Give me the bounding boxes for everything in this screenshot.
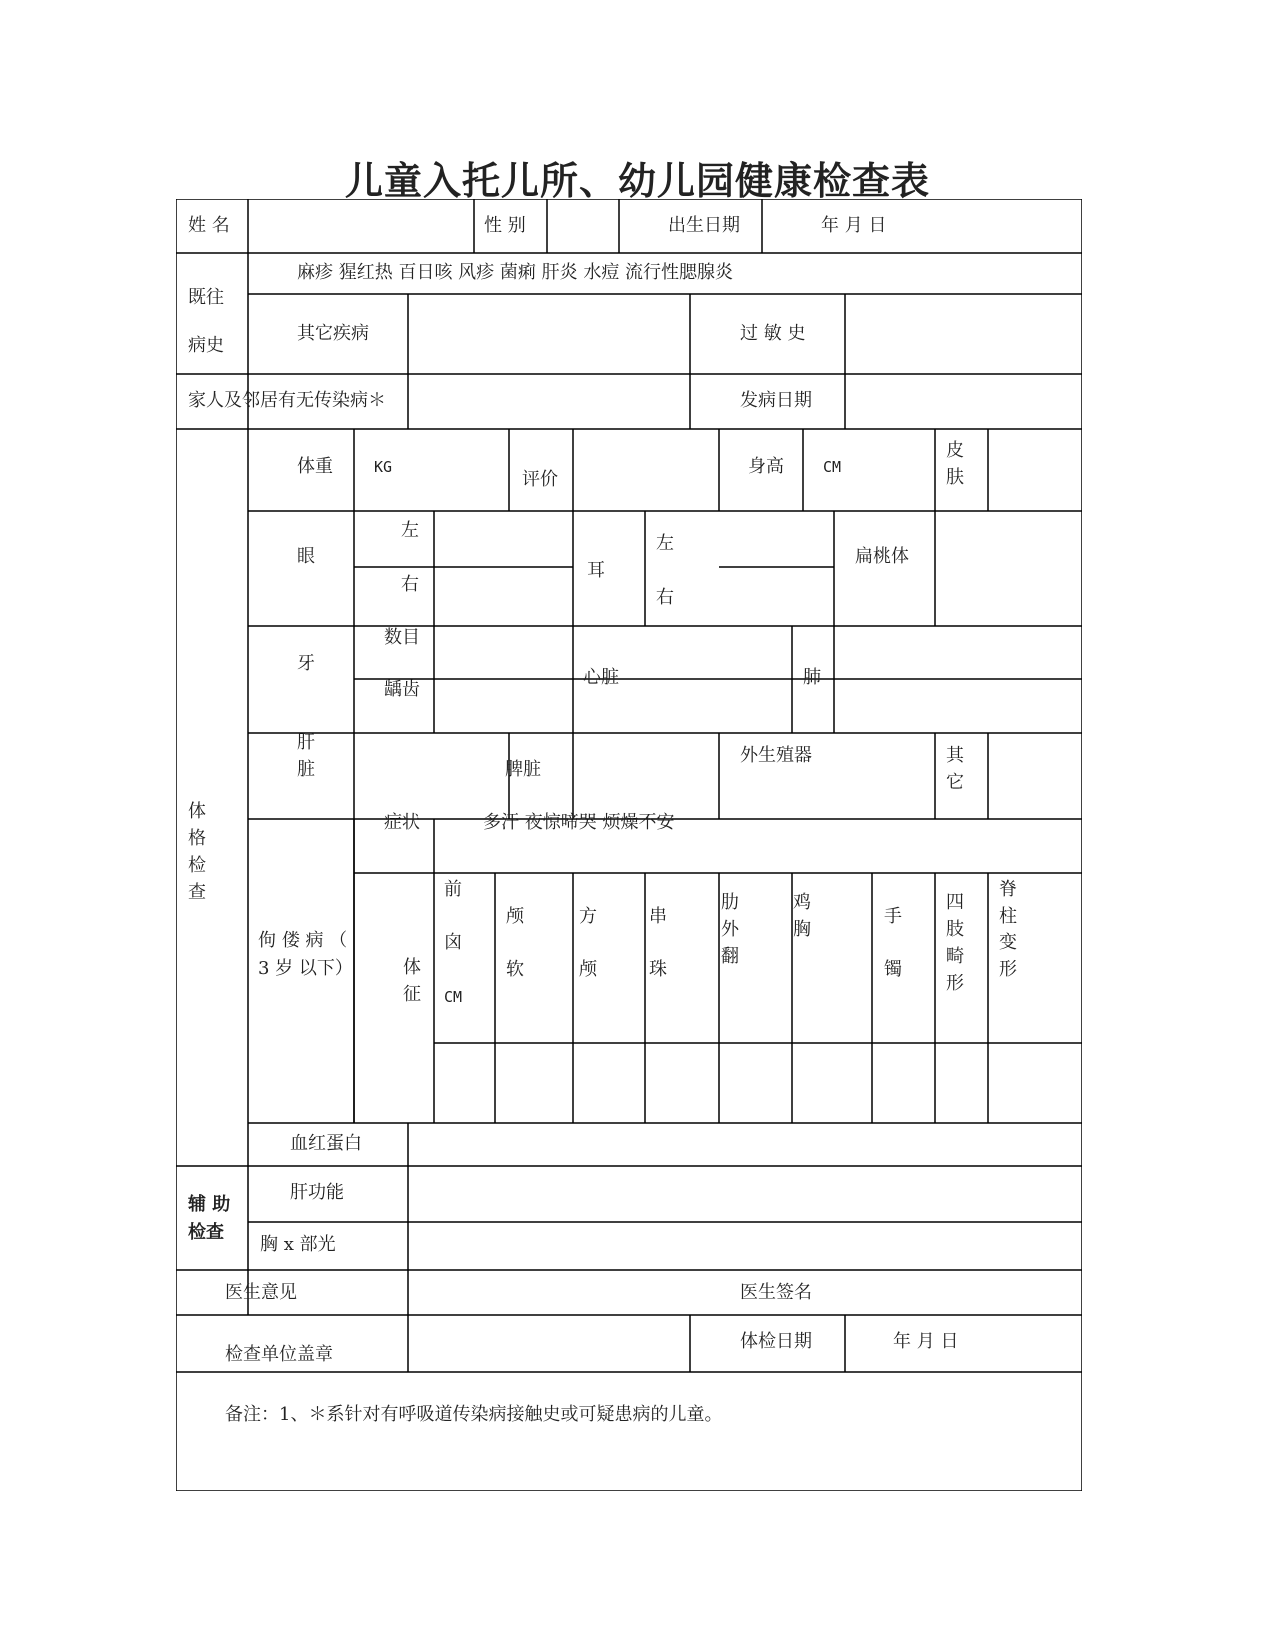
name-label: 姓 名 xyxy=(188,215,230,236)
form-title: 儿童入托儿所、幼儿园健康检查表 xyxy=(344,158,930,203)
doctor-opinion-label: 医生意见 xyxy=(225,1282,297,1303)
auxiliary-exam-label: 辅 助 检查 xyxy=(188,1194,231,1243)
weight-label: 体重 xyxy=(297,456,333,477)
ear-label: 耳 xyxy=(587,560,605,581)
sign-pigeon-chest-1: 鸡 xyxy=(793,892,811,913)
ear-right-label: 右 xyxy=(656,587,674,608)
sign-beads-1: 串 xyxy=(649,906,667,927)
history-label-2: 病史 xyxy=(188,335,224,356)
caries-label: 龋齿 xyxy=(384,679,420,700)
onset-date-label: 发病日期 xyxy=(740,390,812,411)
physical-exam-char-3: 检 xyxy=(188,855,206,876)
exam-date-value: 年 月 日 xyxy=(893,1331,959,1352)
birth-date-value: 年 月 日 xyxy=(821,215,887,236)
sign-fontanelle-2: 囟 xyxy=(444,932,462,953)
unit-stamp-label: 检查单位盖章 xyxy=(225,1344,333,1365)
other-label-2: 它 xyxy=(946,772,964,793)
skin-label-2: 肤 xyxy=(946,467,964,488)
sign-spine-deform-1: 脊 xyxy=(999,879,1017,900)
exam-date-label: 体检日期 xyxy=(740,1331,812,1352)
history-label-1: 既往 xyxy=(188,287,224,308)
form-note: 备注：1、＊系针对有呼吸道传染病接触史或可疑患病的儿童。 xyxy=(225,1404,723,1425)
signs-label-2: 征 xyxy=(403,984,421,1005)
skin-label-1: 皮 xyxy=(946,440,964,461)
sign-rib-flare-2: 外 xyxy=(721,919,739,940)
weight-unit: KG xyxy=(374,458,393,476)
sign-fontanelle-1: 前 xyxy=(444,879,462,900)
family-infection-label: 家人及邻居有无传染病＊ xyxy=(188,390,386,411)
birth-date-label: 出生日期 xyxy=(668,215,740,236)
sign-square-skull-2: 颅 xyxy=(579,959,597,980)
sign-rib-flare-3: 翻 xyxy=(721,946,739,967)
spleen-label: 脾脏 xyxy=(505,759,541,780)
physical-exam-char-4: 查 xyxy=(188,882,206,903)
teeth-label: 牙 xyxy=(297,653,315,674)
sign-rib-flare-1: 肋 xyxy=(721,892,739,913)
symptom-list: 多汗 夜惊啼哭 烦燥不安 xyxy=(483,812,675,833)
genitalia-label: 外生殖器 xyxy=(740,745,812,766)
height-unit: CM xyxy=(823,458,842,476)
height-label: 身高 xyxy=(748,456,784,477)
rickets-label: 佝 偻 病 （ 3 岁 以下） xyxy=(258,930,353,979)
sign-spine-deform-3: 变 xyxy=(999,932,1017,953)
sign-limb-deform-3: 畸 xyxy=(946,946,964,967)
past-diseases-list: 麻疹 猩红热 百日咳 风疹 菌痢 肝炎 水痘 流行性腮腺炎 xyxy=(297,262,734,283)
sign-limb-deform-4: 形 xyxy=(946,973,964,994)
physical-exam-char-2: 格 xyxy=(188,828,206,849)
sign-skull-soft-2: 软 xyxy=(506,959,524,980)
sign-pigeon-chest-2: 胸 xyxy=(793,919,811,940)
lung-label: 肺 xyxy=(803,667,821,688)
sign-spine-deform-2: 柱 xyxy=(999,906,1017,927)
sign-spine-deform-4: 形 xyxy=(999,959,1017,980)
symptom-label: 症状 xyxy=(384,812,420,833)
teeth-count-label: 数目 xyxy=(384,627,420,648)
sign-bracelet-2: 镯 xyxy=(884,959,902,980)
doctor-signature-label: 医生签名 xyxy=(740,1282,812,1303)
physical-exam-char-1: 体 xyxy=(188,801,206,822)
heart-label: 心脏 xyxy=(583,667,619,688)
eye-label: 眼 xyxy=(297,546,315,567)
hemoglobin-label: 血红蛋白 xyxy=(290,1133,362,1154)
ear-left-label: 左 xyxy=(656,533,674,554)
other-label-1: 其 xyxy=(946,745,964,766)
chest-xray-label: 胸 x 部光 xyxy=(260,1234,336,1255)
eye-right-label: 右 xyxy=(401,574,419,595)
sign-skull-soft-1: 颅 xyxy=(506,906,524,927)
allergy-label: 过 敏 史 xyxy=(740,323,806,344)
eye-left-label: 左 xyxy=(401,520,419,541)
sign-beads-2: 珠 xyxy=(649,959,667,980)
other-disease-label: 其它疾病 xyxy=(297,323,369,344)
liver-function-label: 肝功能 xyxy=(290,1182,344,1203)
sign-bracelet-1: 手 xyxy=(884,906,902,927)
sign-limb-deform-2: 肢 xyxy=(946,919,964,940)
gender-label: 性 别 xyxy=(484,215,526,236)
evaluation-label: 评价 xyxy=(522,469,558,490)
tonsil-label: 扁桃体 xyxy=(855,546,909,567)
signs-label-1: 体 xyxy=(403,957,421,978)
liver-label-1: 肝 xyxy=(297,732,315,753)
liver-label-2: 脏 xyxy=(297,759,315,780)
sign-square-skull-1: 方 xyxy=(579,906,597,927)
sign-limb-deform-1: 四 xyxy=(946,892,964,913)
health-check-form xyxy=(176,199,1082,1491)
sign-fontanelle-unit: CM xyxy=(444,988,463,1006)
